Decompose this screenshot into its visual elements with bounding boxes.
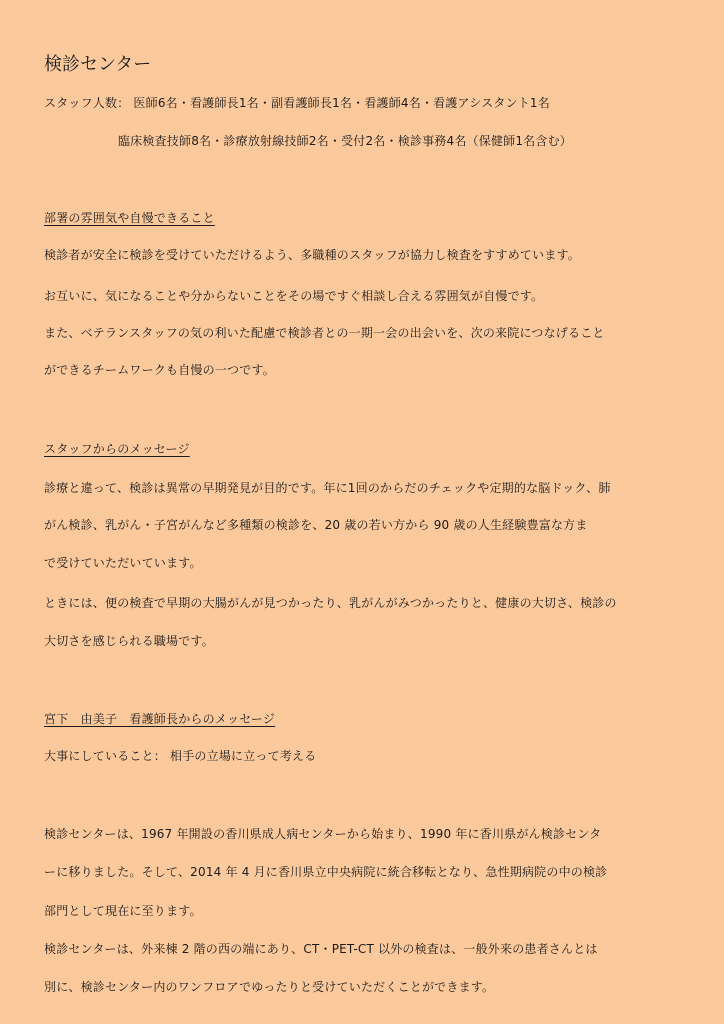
paragraph-line: ときには、便の検査で早期の大腸がんが見つかったり、乳がんがみつかったりと、健康の大切さ、検診の: [44, 596, 617, 610]
staff-count-line-2: 臨床検査技師8名・診療放射線技師2名・受付2名・検診事務4名（保健師1名含む）: [118, 134, 572, 148]
staff-count-line-1: スタッフ人数： 医師6名・看護師長1名・副看護師長1名・看護師4名・看護アシスタント1名: [44, 96, 550, 110]
paragraph-line: 診療と違って、検診は異常の早期発見が目的です。年に1回のからだのチェックや定期的な脳ドック、肺: [44, 481, 611, 495]
paragraph-line: 大切さを感じられる職場です。: [44, 634, 214, 648]
paragraph-line: 検診センターは、外来棟 2 階の西の端にあり、CT・PET-CT 以外の検査は、一般外来の患者さんとは: [44, 942, 598, 956]
paragraph-line: ができるチームワークも自慢の一つです。: [44, 363, 275, 377]
page-title: 検診センター: [44, 54, 152, 75]
paragraph-line: ーに移りました。そして、2014 年 4 月に香川県立中央病院に統合移転となり、急性期病院の中の検診: [44, 865, 608, 879]
paragraph-line: 検診センターは、1967 年開設の香川県成人病センターから始まり、1990 年に香川県がん検診センタ: [44, 827, 602, 841]
section-heading-atmosphere: 部署の雰囲気や自慢できること: [44, 211, 215, 225]
paragraph-line: で受けていただいています。: [44, 556, 202, 570]
paragraph-line: 別に、検診センター内のワンフロアでゆったりと受けていただくことができます。: [44, 980, 495, 994]
paragraph-line: がん検診、乳がん・子宮がんなど多種類の検診を、20 歳の若い方から 90 歳の人生経験豊富な方ま: [44, 518, 588, 532]
valued-principle-line: 大事にしていること： 相手の立場に立って考える: [44, 749, 317, 763]
paragraph-line: お互いに、気になることや分からないことをその場ですぐ相談し合える雰囲気が自慢です。: [44, 289, 544, 303]
section-heading-staff-message: スタッフからのメッセージ: [44, 442, 190, 456]
paragraph-line: また、ベテランスタッフの気の利いた配慮で検診者との一期一会の出会いを、次の来院につなげること: [44, 326, 605, 340]
paragraph-line: 検診者が安全に検診を受けていただけるよう、多職種のスタッフが協力し検査をすすめています。: [44, 248, 580, 262]
paragraph-line: 部門として現在に至ります。: [44, 904, 202, 918]
section-heading-head-nurse-message: 宮下 由美子 看護師長からのメッセージ: [44, 712, 276, 726]
